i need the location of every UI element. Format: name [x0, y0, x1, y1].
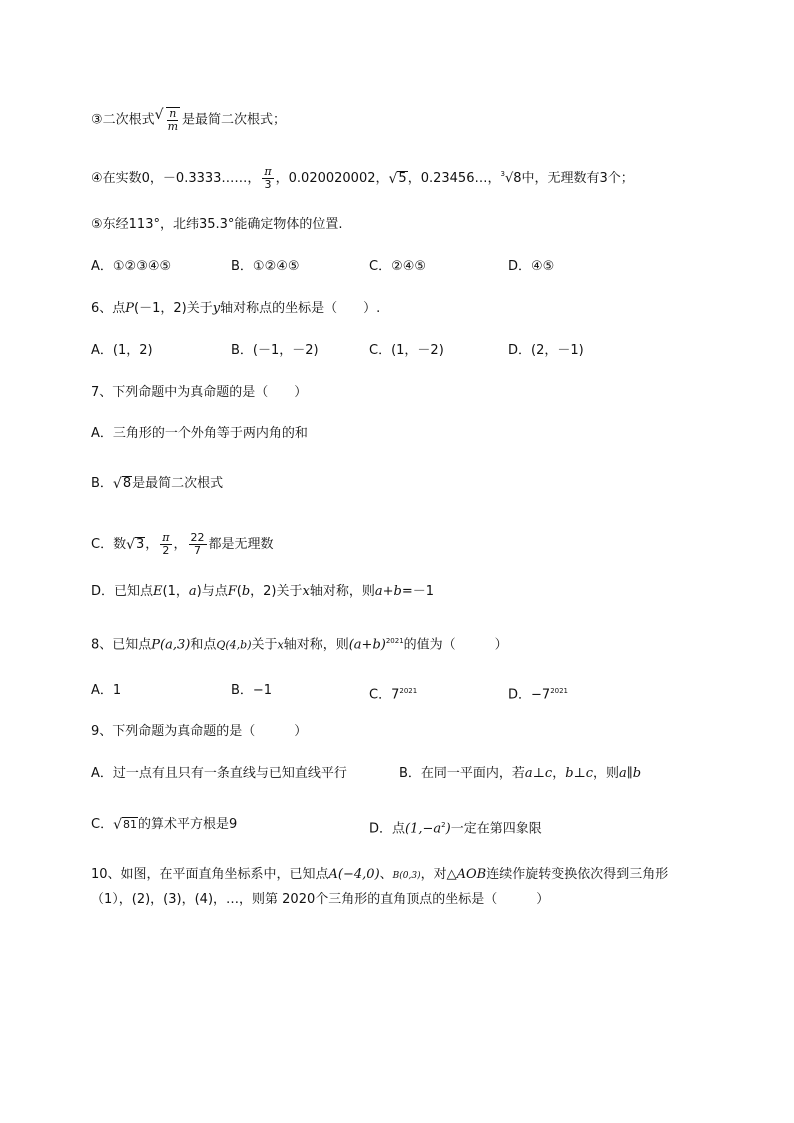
statement-4-suffix: 中，无理数有3个； — [521, 171, 634, 186]
triangle-aob: △AOB — [446, 867, 487, 882]
text: D．已知点 — [91, 584, 154, 599]
radicand-8: 8 — [513, 170, 522, 186]
sqrt-8: √ 8 — [112, 475, 132, 492]
text: B．在同一平面内，若 — [399, 766, 525, 781]
q7-b-prefix: B． — [91, 476, 113, 491]
q6-option-c: C．(1，－2) — [369, 343, 444, 358]
q7-option-a: A．三角形的一个外角等于两内角的和 — [91, 426, 308, 441]
statement-4 — [91, 166, 634, 191]
radicand: 81 — [123, 817, 137, 831]
expr: a∥b — [619, 766, 642, 781]
statement-3-prefix: ③二次根式 — [91, 112, 155, 128]
statement-4-mid: ，0.020020002， — [275, 171, 389, 186]
22-over-7 — [189, 532, 207, 557]
point-p: P(a,3) — [151, 637, 191, 653]
q9-option-b — [399, 765, 641, 783]
question-6 — [91, 300, 380, 318]
sqrt-3: √ 3 — [126, 536, 145, 553]
expression: (a+b) — [348, 637, 386, 653]
q7-b-suffix: 是最简二次根式 — [132, 476, 224, 491]
q8-option-d — [508, 682, 568, 704]
sqrt-5: √ 5 — [388, 170, 407, 187]
var: a+b — [374, 584, 402, 599]
frac-numerator: n — [169, 107, 177, 120]
q6-point-p: P — [125, 301, 135, 316]
option-text: C．7 — [369, 687, 400, 703]
exponent: 2021 — [399, 687, 418, 695]
q9-option-a: A．过一点有且只有一条直线与已知直线平行 — [91, 766, 347, 781]
denominator: 7 — [194, 544, 202, 557]
text: 的值为（ ） — [403, 637, 508, 653]
var: b — [241, 584, 251, 599]
radicand: 3 — [136, 536, 145, 552]
q6-option-a: A．(1，2) — [91, 343, 153, 358]
cbrt-8: 3 √ 8 — [500, 169, 522, 186]
q8-option-a: A．1 — [91, 683, 122, 698]
text: ( — [236, 584, 242, 599]
sqrt-81: √ 81 — [113, 816, 137, 833]
q6-y-var: y — [212, 301, 221, 316]
point-a: A(−4,0) — [328, 867, 380, 882]
expr: b⊥c — [565, 766, 594, 781]
var: E — [153, 584, 163, 599]
pi-over-2 — [160, 532, 171, 557]
statement-3-suffix: 是最简二次根式； — [182, 112, 287, 128]
text: C． — [91, 817, 114, 832]
frac-denominator: m — [167, 120, 179, 133]
question-7: 7、下列命题中为真命题的是（ ） — [91, 385, 308, 400]
q6-part-a: 6、点 — [91, 301, 126, 316]
question-8 — [91, 632, 508, 654]
q6-part-b: (－1，2)关于 — [134, 301, 213, 316]
question-10-line-2: （1），(2)，(3)，(4)，…，则第 2020个三角形的直角顶点的坐标是（ ） — [91, 892, 550, 907]
var: F — [227, 584, 237, 599]
question-10 — [91, 866, 668, 885]
q7-option-c — [91, 532, 274, 557]
q5-option-c: C．②④⑤ — [369, 259, 427, 274]
text: 10、如图，在平面直角坐标系中，已知点 — [91, 867, 329, 882]
q6-option-b: B．(－1，－2) — [231, 343, 319, 358]
text: ， — [552, 766, 566, 781]
q8-option-c — [369, 682, 417, 704]
option-text: D．−7 — [508, 687, 551, 703]
q7-c-suffix: 都是无理数 — [208, 537, 274, 552]
q9-option-c — [91, 816, 237, 834]
q5-option-a: A．①②③④⑤ — [91, 259, 172, 274]
exponent: 2 — [441, 821, 446, 829]
denominator-3: 3 — [264, 178, 272, 191]
point-b: B(0,3) — [392, 871, 421, 881]
q9-option-d — [369, 816, 542, 838]
cbrt-index: 3 — [500, 169, 505, 178]
text: 关于 — [251, 637, 278, 653]
var: x — [302, 584, 310, 599]
text: 和点 — [190, 637, 217, 653]
q6-option-d: D．(2，－1) — [508, 343, 584, 358]
text: 一定在第四象限 — [450, 821, 542, 837]
text: ，对 — [420, 867, 447, 882]
expr: a⊥c — [524, 766, 553, 781]
q7-c-prefix: C．数 — [91, 537, 127, 552]
text: 连续作旋转变换依次得到三角形 — [486, 867, 669, 882]
text: 轴对称，则 — [283, 637, 349, 653]
question-9: 9、下列命题为真命题的是（ ） — [91, 724, 308, 739]
text: (1， — [162, 584, 189, 599]
statement-4-mid2: ，0.23456…， — [407, 171, 501, 186]
q8-option-b: B．−1 — [231, 683, 273, 698]
point-q: Q(4,b) — [216, 638, 252, 652]
statement-4-prefix: ④在实数0，－0.3333……， — [91, 171, 261, 186]
numerator: 22 — [190, 531, 205, 544]
text: =－1 — [401, 584, 434, 599]
q5-option-d: D．④⑤ — [508, 259, 555, 274]
radicand-5: 5 — [398, 170, 407, 186]
text: 的算术平方根是9 — [138, 817, 238, 832]
statement-3 — [91, 107, 286, 133]
text: D．点 — [369, 821, 406, 837]
text: 、 — [379, 867, 393, 882]
pi-symbol: π — [264, 165, 272, 178]
exponent: 2021 — [550, 687, 569, 695]
q5-option-b: B．①②④⑤ — [231, 259, 300, 274]
q7-option-b — [91, 475, 223, 493]
text: 8、已知点 — [91, 637, 152, 653]
point-close: ) — [445, 821, 451, 837]
q6-part-c: 轴对称点的坐标是（ ）. — [220, 301, 381, 316]
pi-over-3 — [262, 166, 273, 191]
separator: ， — [173, 537, 187, 552]
text: ，2)关于 — [250, 584, 303, 599]
pi-symbol: π — [162, 531, 170, 544]
q7-option-d — [91, 583, 434, 601]
exponent: 2021 — [385, 637, 404, 645]
sqrt-n-over-m: √ $\frac{n}{m}$ — [154, 107, 179, 133]
separator: ， — [145, 537, 159, 552]
denominator: 2 — [162, 544, 170, 557]
statement-5: ⑤东经113°，北纬35.3°能确定物体的位置. — [91, 217, 343, 232]
radicand: 8 — [122, 475, 132, 491]
text: 轴对称，则 — [309, 584, 375, 599]
text: ，则 — [593, 766, 620, 781]
x-var: x — [277, 638, 284, 652]
point: (1,−a — [405, 821, 442, 837]
text: )与点 — [196, 584, 228, 599]
var: a — [188, 584, 197, 599]
